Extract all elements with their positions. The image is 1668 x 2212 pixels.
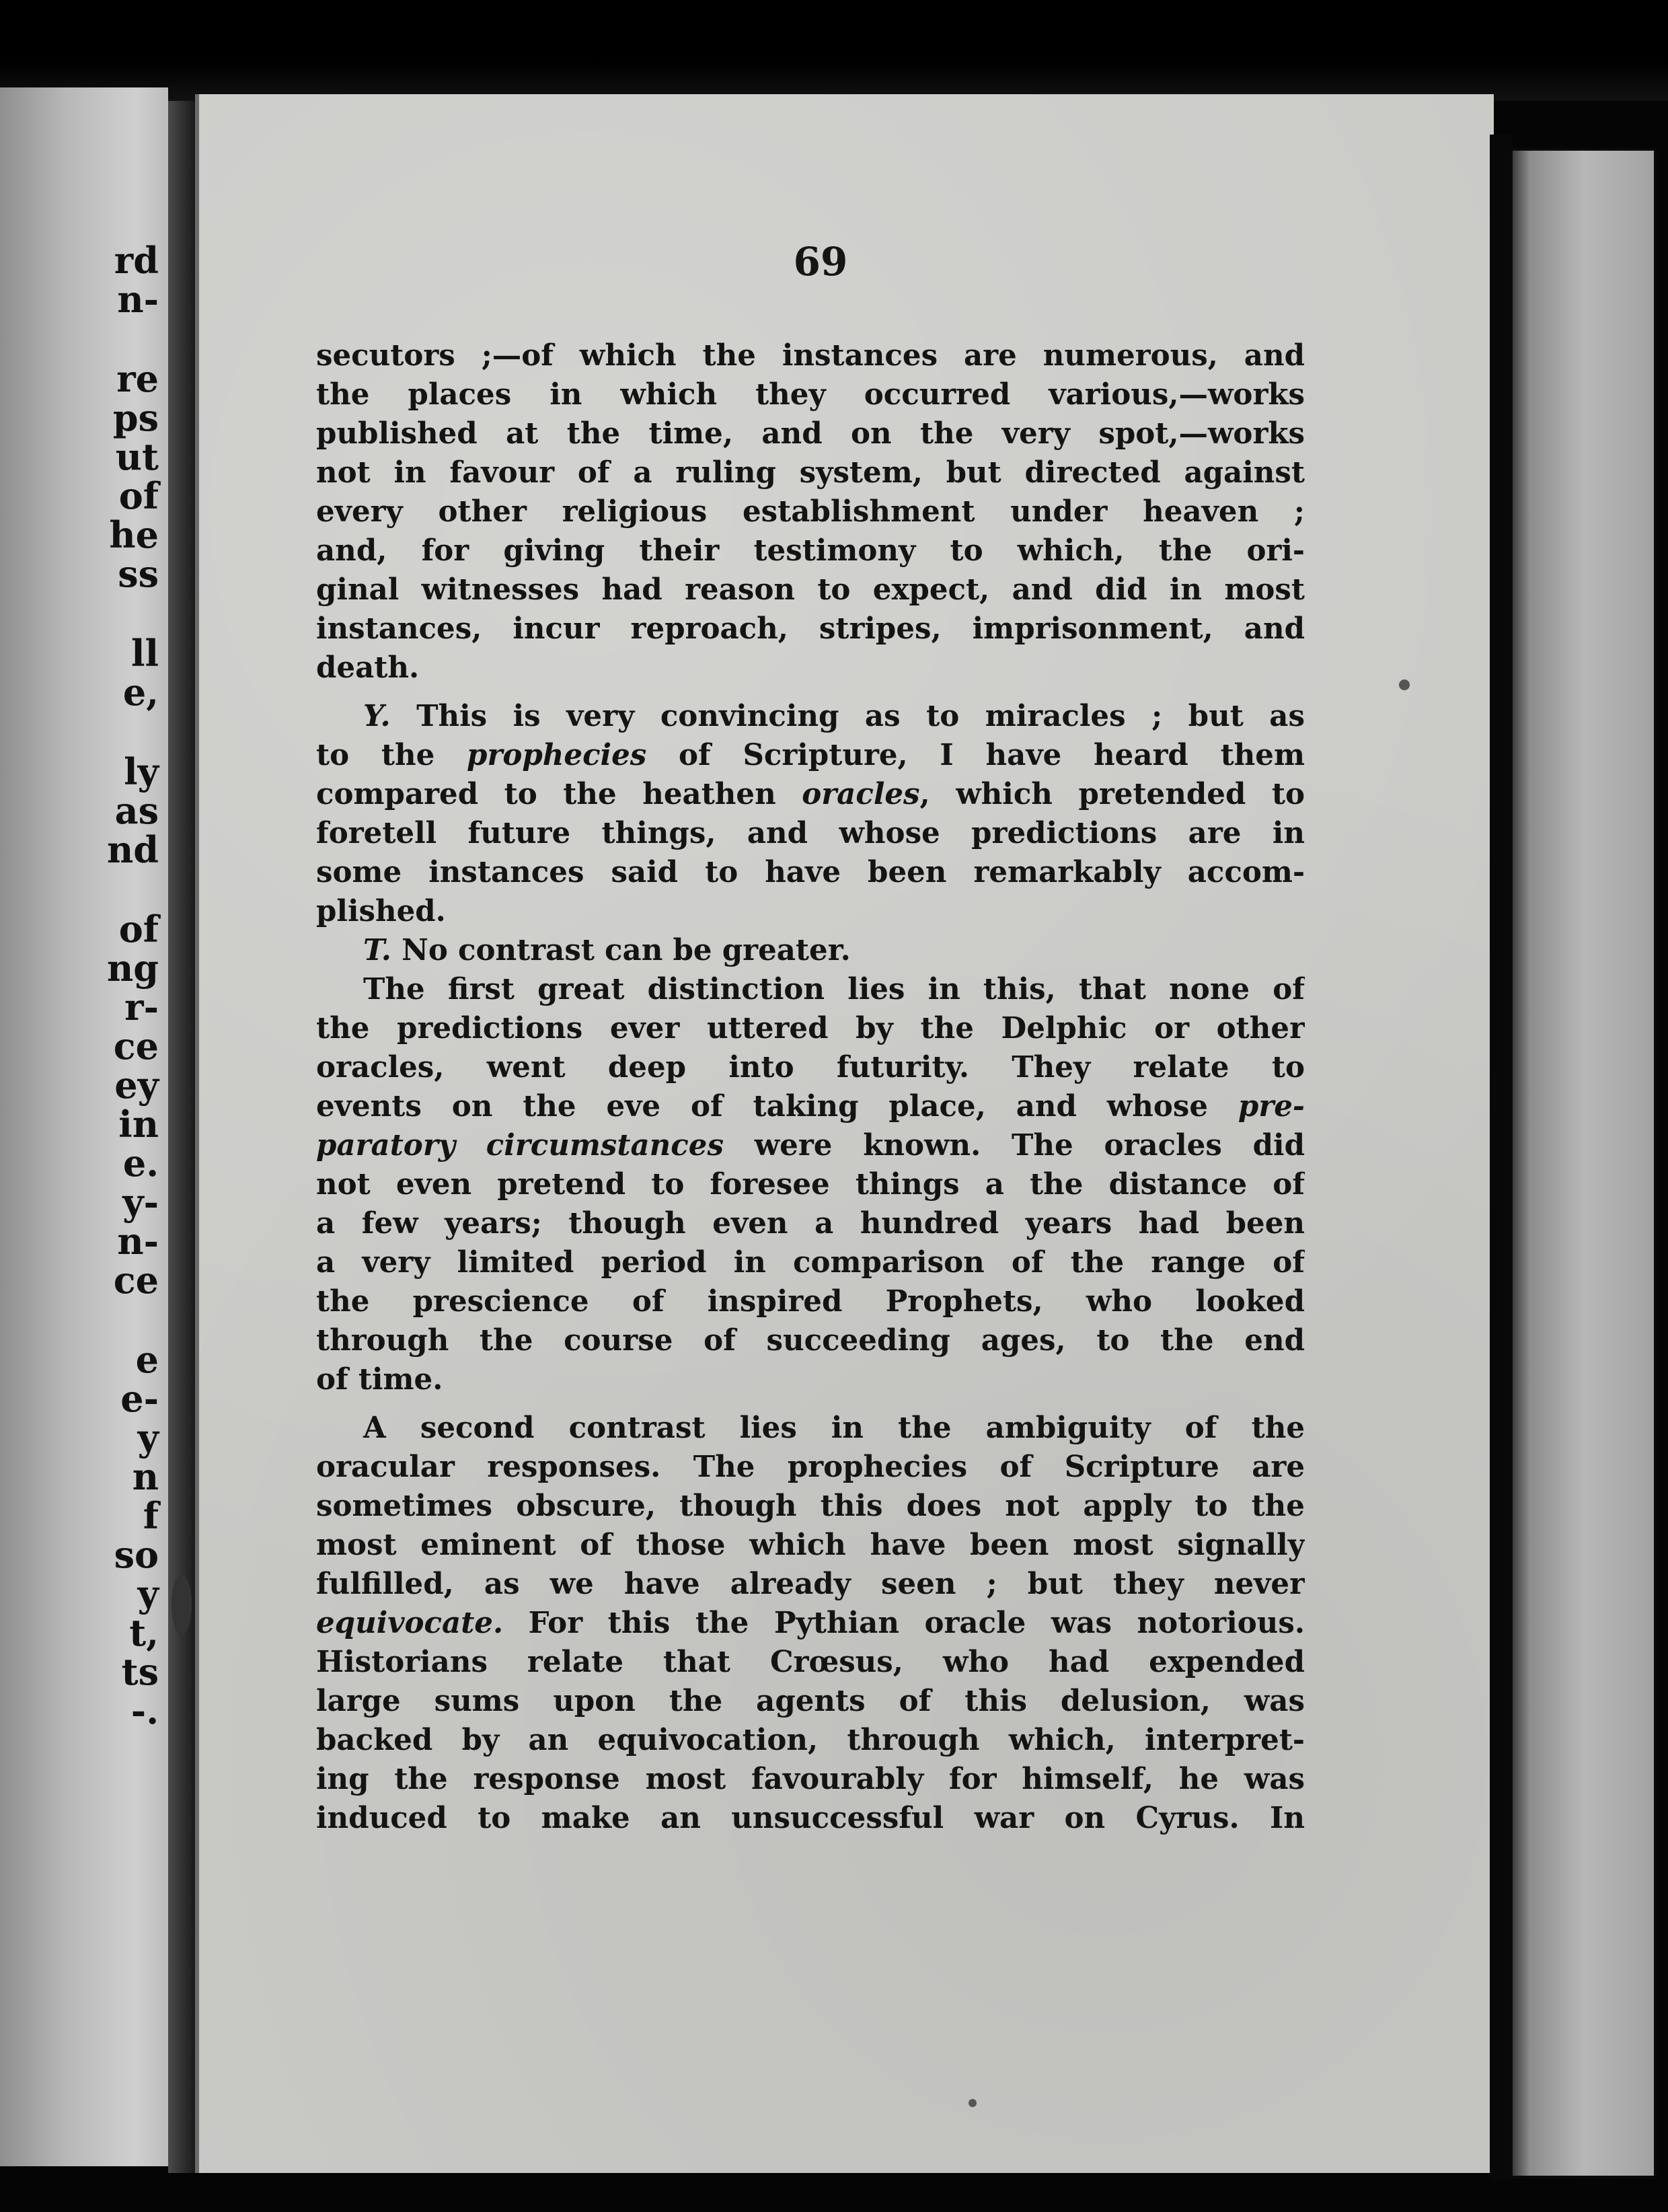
facing-page-fragment: ng [106, 947, 159, 990]
facing-page-fragment: n- [117, 278, 159, 321]
facing-page-fragment: ps [112, 396, 159, 439]
text-line: compared to the heathen oracles, which pretended to [316, 777, 1305, 811]
scan-top-shadow [0, 0, 1668, 101]
text-line: paratory circumstances were known. The oracles did [316, 1128, 1305, 1163]
gutter-mark [172, 1574, 192, 1635]
text-line: sometimes obscure, though this does not apply to the [316, 1489, 1305, 1523]
facing-page-fragment: so [114, 1533, 159, 1576]
facing-page-fragment: f [143, 1494, 159, 1537]
facing-page-fragment: ey [114, 1064, 159, 1107]
text-line: ginal witnesses had reason to expect, and did in most [316, 573, 1305, 607]
text-line: not in favour of a ruling system, but directed against [316, 455, 1305, 490]
text-line: backed by an equivocation, through which, interpret- [316, 1723, 1305, 1757]
facing-page-fragment: y- [122, 1181, 159, 1224]
facing-page-fragment: as [114, 789, 159, 832]
italic-term: oracles [802, 777, 920, 811]
text-line: the places in which they occurred various,—works [316, 377, 1305, 412]
text-line: some instances said to have been remarkably accom- [316, 855, 1305, 889]
text-line [316, 931, 1305, 970]
page-body-text [316, 336, 1305, 1838]
italic-term: equivocate. [316, 1606, 504, 1640]
facing-page-fragment: e, [122, 671, 159, 714]
facing-page-fragment: e- [120, 1377, 159, 1420]
text-line: large sums upon the agents of this delusion, was [316, 1684, 1305, 1718]
page-edge-shadow [1490, 135, 1511, 2180]
line-text: No contrast can be greater. [402, 933, 851, 967]
text-line: death. [316, 651, 420, 685]
facing-page-fragment: n [132, 1455, 159, 1498]
facing-page-fragment: t, [129, 1611, 159, 1654]
back-cover-board [1510, 148, 1657, 2178]
facing-page-fragment: rd [114, 239, 159, 282]
facing-page-fragment: r- [124, 986, 159, 1029]
paper-speck [969, 2099, 977, 2107]
text-line: secutors ;—of which the instances are numerous, and [316, 338, 1305, 373]
facing-page-fragment: y [137, 1416, 159, 1459]
facing-page-fragment: re [116, 357, 159, 400]
facing-page-fragment: y [137, 1572, 159, 1615]
text-line: The first great distinction lies in this, that none of [363, 972, 1305, 1006]
text-line: most eminent of those which have been most signally [316, 1528, 1305, 1562]
text-line [316, 697, 1305, 736]
speaker-label: Y. [363, 699, 391, 733]
facing-page-fragment: n- [117, 1220, 159, 1263]
text-line: fulfilled, as we have already seen ; but they never [316, 1567, 1305, 1601]
text-line: events on the eve of taking place, and whose pre- [316, 1089, 1305, 1123]
text-line: the prescience of inspired Prophets, who looked [316, 1284, 1305, 1319]
facing-page-fragment: e. [122, 1142, 159, 1185]
text-line: not even pretend to foresee things a the distance of [316, 1167, 1305, 1202]
facing-page-fragment: ly [124, 750, 159, 793]
text-line: instances, incur reproach, stripes, imprisonment, and [316, 612, 1305, 646]
text-line: induced to make an unsuccessful war on Cyrus. In [316, 1801, 1305, 1835]
italic-term: pre- [1238, 1089, 1305, 1123]
text-line: Historians relate that Crœsus, who had expended [316, 1645, 1305, 1679]
speaker-label: T. [363, 933, 391, 967]
text-line: published at the time, and on the very spot,—works [316, 416, 1305, 451]
text-line: ing the response most favourably for himself, he was [316, 1762, 1305, 1796]
facing-page-fragment: ce [113, 1259, 159, 1302]
text-line: a few years; though even a hundred years had been [316, 1206, 1305, 1241]
facing-page-fragment: -. [130, 1689, 159, 1732]
paper-speck [1399, 679, 1410, 690]
paragraph-continuation [316, 336, 1305, 688]
facing-page-fragment: ll [130, 632, 159, 675]
paragraph-first-distinction [316, 970, 1305, 1399]
facing-page-edge [0, 87, 168, 2166]
facing-page-fragment: he [109, 513, 159, 556]
text-line: oracular responses. The prophecies of Scripture are [316, 1450, 1305, 1484]
facing-page-fragment: ut [115, 435, 159, 478]
text-line: through the course of succeeding ages, to the end [316, 1323, 1305, 1358]
text-line: to the prophecies of Scripture, I have heard them [316, 738, 1305, 772]
facing-page-fragment: ce [113, 1025, 159, 1068]
text-line: foretell future things, and whose predictions are in [316, 816, 1305, 850]
facing-page-fragment: ts [121, 1650, 159, 1693]
text-line: and, for giving their testimony to which, the ori- [316, 533, 1305, 568]
text-line: equivocate. For this the Pythian oracle was notorious. [316, 1606, 1305, 1640]
text-line: every other religious establishment under heaven ; [316, 494, 1305, 529]
paragraph-second-contrast [316, 1409, 1305, 1838]
facing-page-fragment: ss [118, 552, 159, 595]
paragraph-y-question [316, 697, 1305, 931]
paragraph-t-answer [316, 931, 1305, 970]
text-line: plished. [316, 894, 446, 928]
facing-page-fragment: e [135, 1338, 159, 1381]
page-number: 69 [793, 239, 848, 285]
italic-term: paratory circumstances [316, 1128, 724, 1163]
text-line: A second contrast lies in the ambiguity of the [363, 1411, 1305, 1445]
facing-page-fragment: of [118, 908, 159, 951]
facing-page-fragment: of [118, 474, 159, 517]
line-text: This is very convincing as to miracles ; but as [416, 699, 1305, 733]
text-line: of time. [316, 1362, 443, 1397]
book-gutter [168, 101, 195, 2173]
text-line: oracles, went deep into futurity. They relate to [316, 1050, 1305, 1084]
italic-term: prophecies [467, 738, 647, 772]
facing-page-fragment: nd [106, 828, 159, 871]
text-line: a very limited period in comparison of the range of [316, 1245, 1305, 1280]
text-line: the predictions ever uttered by the Delphic or other [316, 1011, 1305, 1045]
facing-page-fragment: in [118, 1103, 159, 1146]
